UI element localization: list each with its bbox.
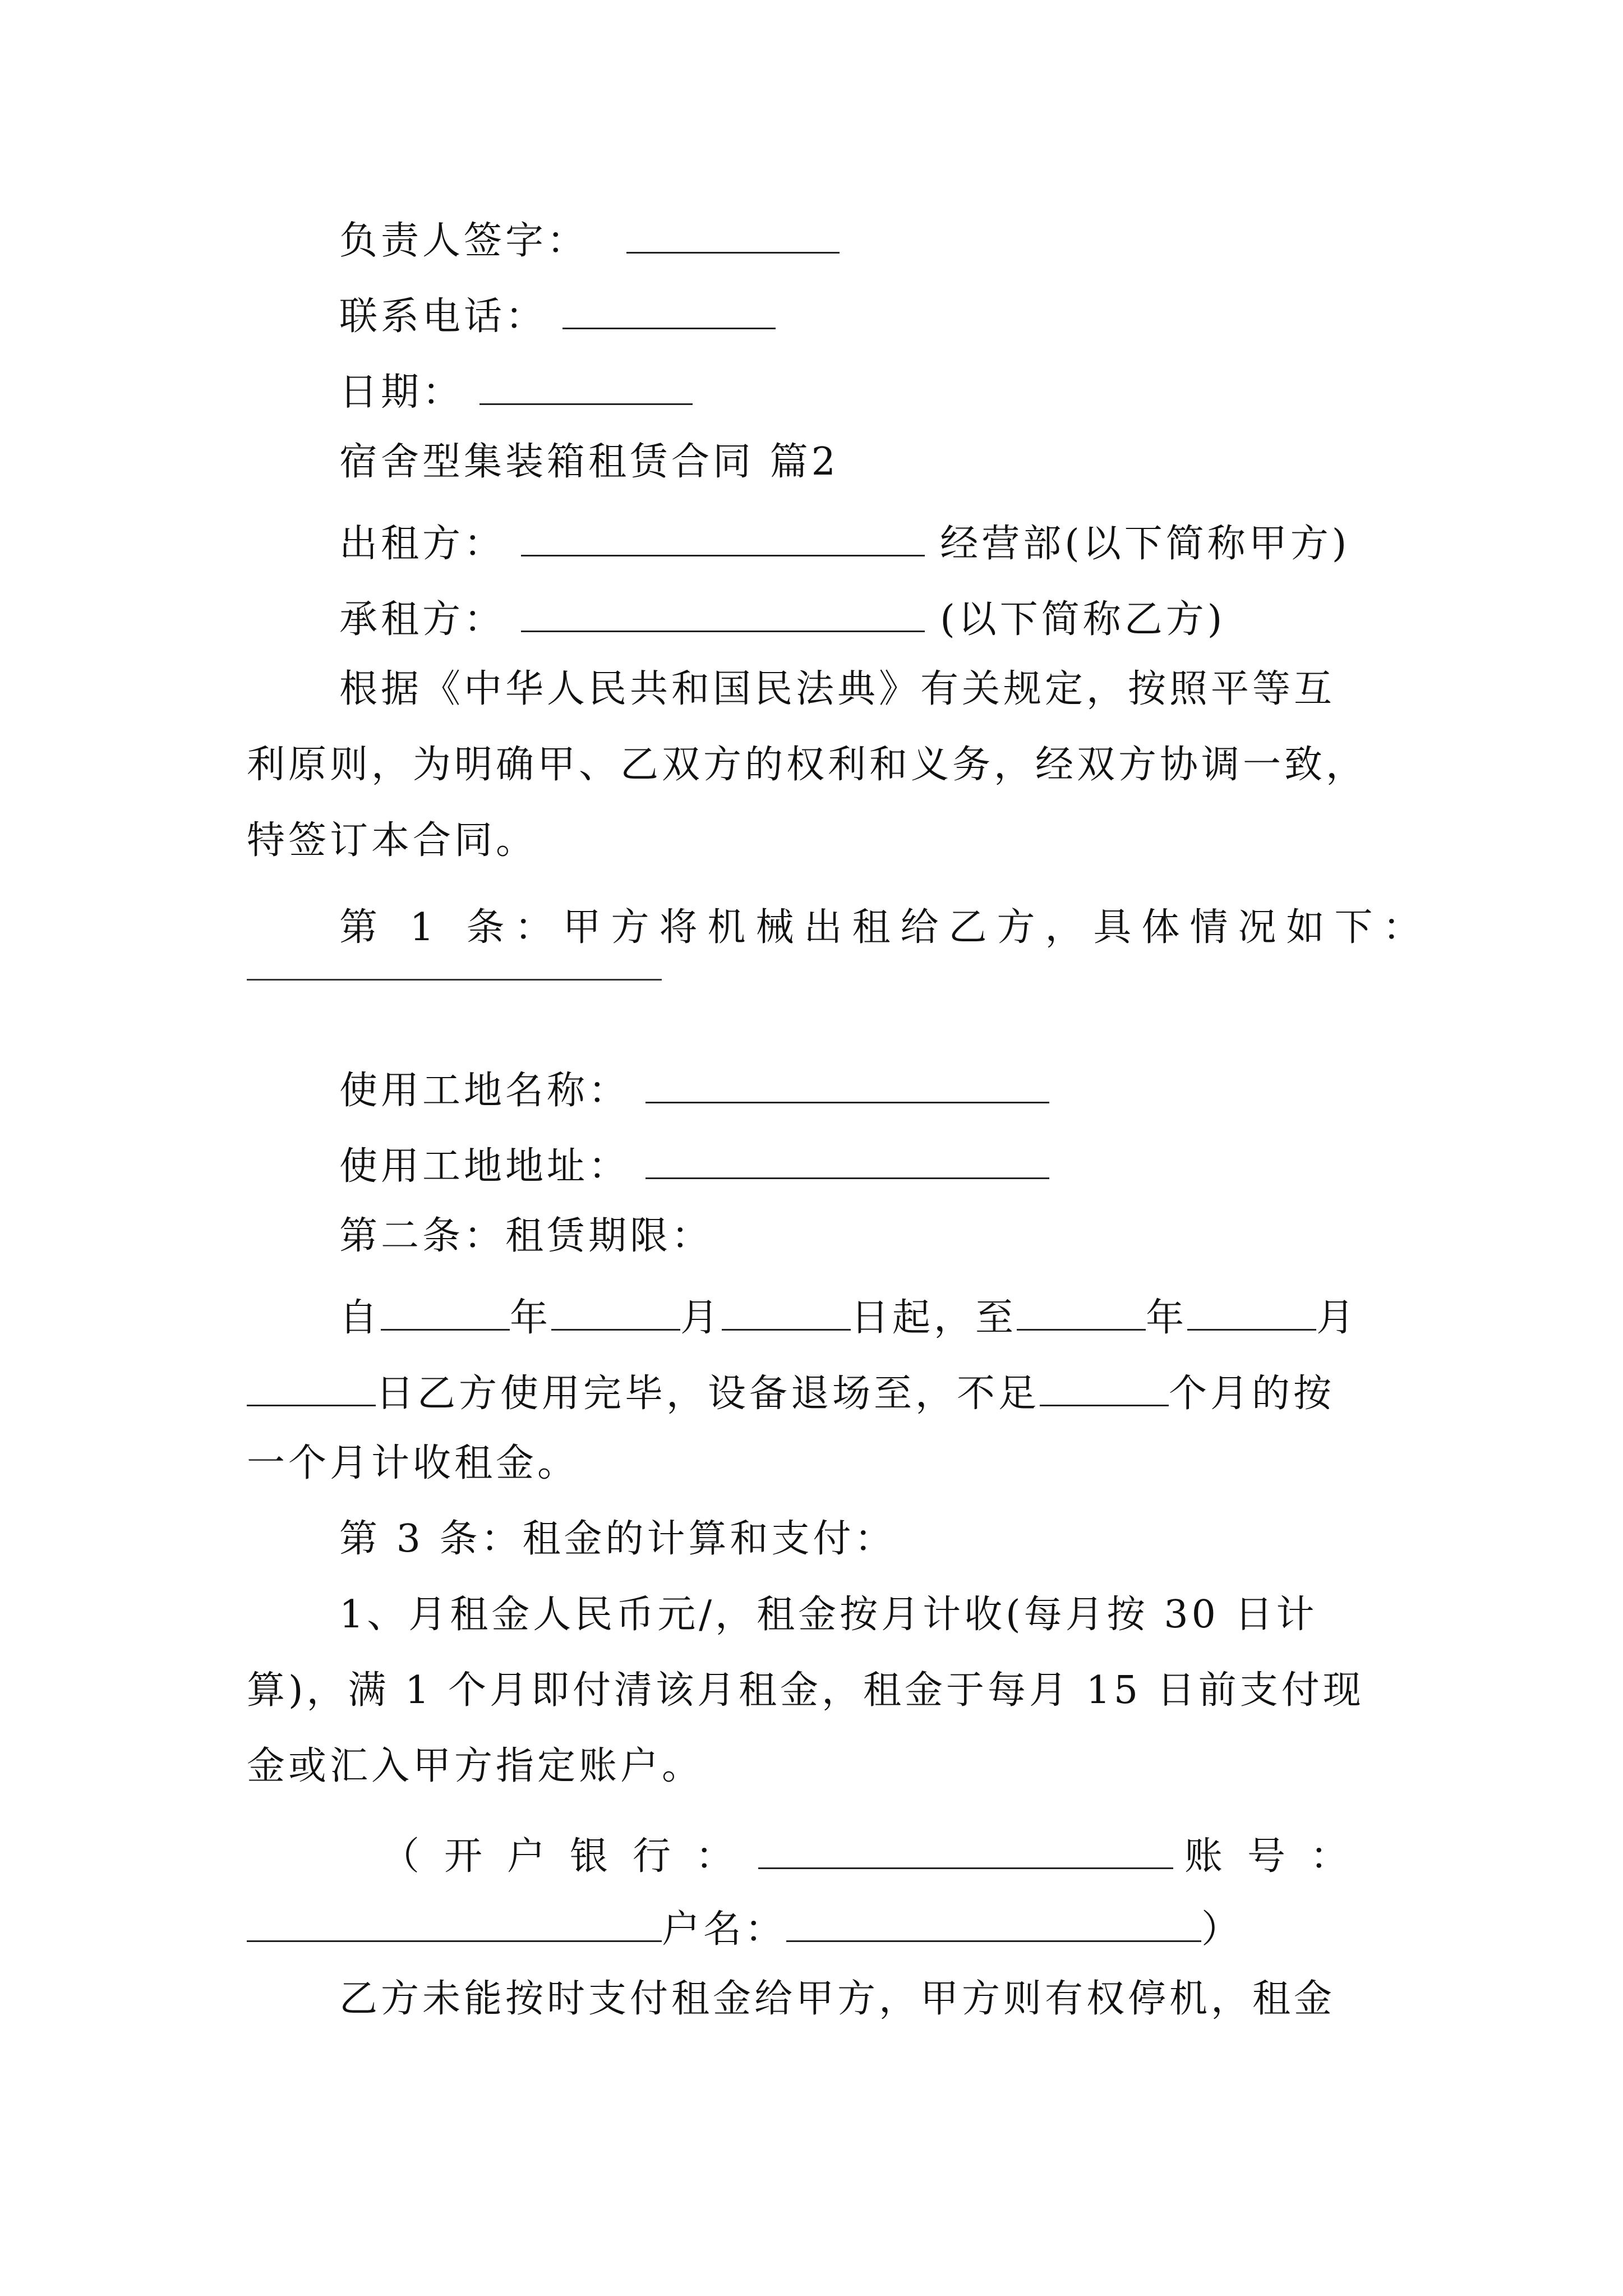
bank-label: （开户银行： xyxy=(381,1834,759,1879)
term-year2-blank xyxy=(1017,1293,1146,1331)
term-line-2-text-b: 个月的按 xyxy=(1169,1372,1335,1416)
site-address-line xyxy=(339,1142,1483,1189)
term-day-blank xyxy=(722,1293,851,1331)
lessee-line xyxy=(339,595,1483,642)
bank-line xyxy=(381,1832,1525,1879)
article-3: 第 3 条：租金的计算和支付： xyxy=(339,1517,896,1561)
lessee-blank xyxy=(521,595,925,632)
term-year: 年 xyxy=(510,1296,552,1340)
bank-blank xyxy=(758,1832,1173,1869)
account-label: 账号： xyxy=(1184,1834,1373,1879)
site-address-label: 使用工地地址： xyxy=(339,1144,630,1189)
account-name-blank xyxy=(786,1904,1201,1942)
term-line-2 xyxy=(247,1369,1391,1416)
intro-line-3: 特签订本合同。 xyxy=(247,818,538,863)
section-title: 宿舍型集装箱租赁合同 篇2 xyxy=(339,440,839,484)
lessor-blank xyxy=(521,519,925,556)
phone-line xyxy=(339,292,1483,339)
site-address-blank xyxy=(645,1142,1049,1179)
date-label: 日期： xyxy=(339,370,464,415)
signer-line xyxy=(339,216,1483,263)
signer-blank xyxy=(626,216,840,254)
term-line-3: 一个月计收租金。 xyxy=(247,1441,579,1485)
term-month: 月 xyxy=(680,1296,722,1340)
article-1-blank xyxy=(247,979,662,981)
site-name-label: 使用工地名称： xyxy=(339,1069,630,1113)
account-line xyxy=(247,1904,1391,1952)
phone-blank xyxy=(562,292,776,329)
bank-close: ） xyxy=(1201,1907,1243,1952)
term-year2: 年 xyxy=(1146,1296,1188,1340)
term-month-blank xyxy=(551,1293,680,1331)
lessee-suffix: (以下简称乙方) xyxy=(940,597,1226,642)
term-day-start: 日起，至 xyxy=(851,1296,1017,1340)
intro-line-1: 根据《中华人民共和国民法典》有关规定，按照平等互 xyxy=(339,667,1336,711)
lessor-line xyxy=(339,519,1483,566)
article-2: 第二条：租赁期限： xyxy=(339,1214,713,1258)
signer-label: 负责人签字： xyxy=(339,219,589,263)
site-name-blank xyxy=(645,1066,1049,1103)
intro-line-2: 利原则，为明确甲、乙双方的权利和义务，经双方协调一致， xyxy=(247,743,1368,787)
account-blank xyxy=(247,1904,662,1942)
date-line xyxy=(339,367,1483,415)
lessee-label: 承租方： xyxy=(339,597,506,642)
term-month2: 月 xyxy=(1316,1296,1358,1340)
site-name-line xyxy=(339,1066,1483,1113)
term-year-blank xyxy=(381,1293,510,1331)
lessor-label: 出租方： xyxy=(339,522,506,566)
account-name-label: 户名： xyxy=(662,1907,787,1952)
term-from: 自 xyxy=(339,1296,381,1340)
payment-line-2: 算)，满 1 个月即付清该月租金，租金于每月 15 日前支付现 xyxy=(247,1668,1364,1713)
term-line-2-text-a: 日乙方使用完毕，设备退场至，不足 xyxy=(376,1372,1040,1416)
date-blank xyxy=(479,367,693,405)
lessor-suffix: 经营部(以下简称甲方) xyxy=(940,522,1350,566)
term-line-1 xyxy=(339,1293,1483,1340)
term-months-blank xyxy=(1040,1369,1169,1406)
term-month2-blank xyxy=(1187,1293,1316,1331)
late-payment-line: 乙方未能按时支付租金给甲方，甲方则有权停机，租金 xyxy=(339,1977,1336,2021)
article-1: 第 1 条：甲方将机械出租给乙方，具体情况如下： xyxy=(339,905,1431,950)
term-day2-blank xyxy=(247,1369,376,1406)
payment-line-3: 金或汇入甲方指定账户。 xyxy=(247,1744,704,1788)
payment-line-1: 1、月租金人民币元/，租金按月计收(每月按 30 日计 xyxy=(339,1593,1318,1637)
phone-label: 联系电话： xyxy=(339,295,547,339)
